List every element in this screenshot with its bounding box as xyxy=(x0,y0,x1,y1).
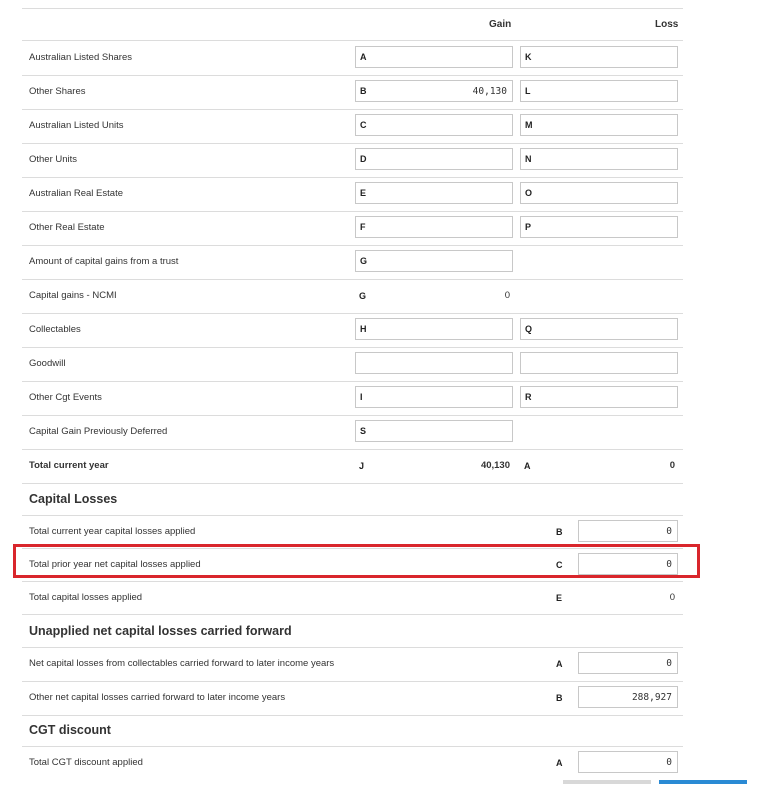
field-letter: F xyxy=(360,222,366,232)
field-letter: L xyxy=(525,86,531,96)
highlight-box xyxy=(13,544,700,578)
row-label: Other net capital losses carried forward to later income years xyxy=(29,692,286,703)
gain-input[interactable] xyxy=(355,318,513,340)
field-letter: M xyxy=(525,120,533,130)
footer-button-secondary[interactable] xyxy=(563,780,651,784)
gain-column-header: Gain xyxy=(489,19,512,30)
loss-input[interactable] xyxy=(520,46,678,68)
field-letter: H xyxy=(360,324,367,334)
field-letter: A xyxy=(524,461,531,471)
field-letter: O xyxy=(525,188,533,198)
gain-input[interactable] xyxy=(355,352,513,374)
loss-column-header: Loss xyxy=(655,19,679,30)
unapplied-other-input[interactable] xyxy=(578,686,678,708)
divider xyxy=(22,715,683,716)
row-label: Other Cgt Events xyxy=(29,392,102,403)
total-current-year-row xyxy=(22,449,683,483)
field-letter: A xyxy=(556,659,563,669)
unapplied-row-collectables xyxy=(22,647,683,681)
gain-input[interactable] xyxy=(355,80,513,102)
gain-input[interactable] xyxy=(355,386,513,408)
field-letter: I xyxy=(360,392,363,402)
row-label: Total current year capital losses applied xyxy=(29,526,196,537)
field-letter: J xyxy=(359,461,365,471)
footer-button-primary[interactable] xyxy=(659,780,747,784)
row-label: Other Units xyxy=(29,154,78,165)
row-label: Australian Listed Units xyxy=(29,120,124,131)
field-value: 0 xyxy=(666,757,672,768)
gain-input[interactable] xyxy=(355,420,513,442)
gain-row-collectables xyxy=(22,313,683,347)
field-letter: A xyxy=(360,52,367,62)
row-label: Capital Gain Previously Deferred xyxy=(29,426,168,437)
field-letter: G xyxy=(359,291,367,301)
row-label: Collectables xyxy=(29,324,81,335)
field-letter: B xyxy=(556,693,563,703)
field-letter: S xyxy=(360,426,367,436)
loss-input[interactable] xyxy=(520,352,678,374)
field-letter: B xyxy=(360,86,367,96)
field-letter: C xyxy=(360,120,367,130)
capital-losses-input[interactable] xyxy=(578,520,678,542)
total-gain-value: 40,130 xyxy=(480,460,510,471)
row-label: Goodwill xyxy=(29,358,66,369)
total-loss-value: 0 xyxy=(669,460,675,471)
gain-row-other-real-estate xyxy=(22,211,683,245)
row-label: Total CGT discount applied xyxy=(29,757,143,768)
row-label: Capital gains - NCMI xyxy=(29,290,117,301)
gain-input[interactable] xyxy=(355,114,513,136)
gain-row-other-shares xyxy=(22,75,683,109)
gain-row-other-units xyxy=(22,143,683,177)
gain-input[interactable] xyxy=(355,46,513,68)
capital-gains-form xyxy=(22,8,683,798)
field-letter: A xyxy=(556,758,563,768)
loss-input[interactable] xyxy=(520,182,678,204)
field-letter: R xyxy=(525,392,532,402)
field-value: 288,927 xyxy=(631,692,672,703)
gain-input[interactable] xyxy=(355,250,513,272)
field-letter: G xyxy=(360,256,368,266)
field-value: 0 xyxy=(666,658,672,669)
loss-input[interactable] xyxy=(520,318,678,340)
field-letter: C xyxy=(556,560,563,570)
gain-row-australian-listed-units xyxy=(22,109,683,143)
row-label: Other Real Estate xyxy=(29,222,105,233)
field-value: 0 xyxy=(504,290,510,301)
field-letter: E xyxy=(360,188,367,198)
row-label: Australian Listed Shares xyxy=(29,52,132,63)
unapplied-collectables-input[interactable] xyxy=(578,652,678,674)
gain-row-ncmi xyxy=(22,279,683,313)
gain-input[interactable] xyxy=(355,182,513,204)
row-label: Australian Real Estate xyxy=(29,188,123,199)
loss-input[interactable] xyxy=(520,114,678,136)
gain-row-goodwill xyxy=(22,347,683,381)
field-letter: N xyxy=(525,154,532,164)
row-label: Amount of capital gains from a trust xyxy=(29,256,179,267)
field-letter: E xyxy=(556,593,563,603)
cgt-discount-row xyxy=(22,746,683,780)
loss-input[interactable] xyxy=(520,148,678,170)
row-label: Total capital losses applied xyxy=(29,592,143,603)
row-label: Other Shares xyxy=(29,86,86,97)
loss-input[interactable] xyxy=(520,80,678,102)
field-value: 0 xyxy=(666,526,672,537)
cgt-discount-input[interactable] xyxy=(578,751,678,773)
field-value: 40,130 xyxy=(472,86,507,97)
field-letter: Q xyxy=(525,324,533,334)
gain-row-australian-real-estate xyxy=(22,177,683,211)
row-label: Total current year xyxy=(29,460,109,471)
gain-row-australian-listed-shares xyxy=(22,41,683,75)
gain-row-trust-capital-gains xyxy=(22,245,683,279)
divider xyxy=(22,614,683,615)
field-letter: K xyxy=(525,52,532,62)
section-title-unapplied-losses: Unapplied net capital losses carried forward xyxy=(29,624,292,638)
gain-input[interactable] xyxy=(355,216,513,238)
capital-losses-row-total xyxy=(22,581,683,615)
field-letter: B xyxy=(556,527,563,537)
gain-row-other-cgt-events xyxy=(22,381,683,415)
gain-row-previously-deferred xyxy=(22,415,683,449)
divider xyxy=(22,483,683,484)
gain-input[interactable] xyxy=(355,148,513,170)
loss-input[interactable] xyxy=(520,216,678,238)
row-label: Total prior year net capital losses applied xyxy=(29,559,201,570)
field-letter: D xyxy=(360,154,367,164)
field-letter: P xyxy=(525,222,532,232)
field-value: 0 xyxy=(669,592,675,603)
row-label: Net capital losses from collectables carried forward to later income years xyxy=(29,658,335,669)
loss-input[interactable] xyxy=(520,386,678,408)
section-title-capital-losses: Capital Losses xyxy=(29,492,118,506)
unapplied-row-other xyxy=(22,681,683,715)
divider xyxy=(22,8,683,9)
section-title-cgt-discount: CGT discount xyxy=(29,723,111,737)
field-value: 0 xyxy=(666,559,672,570)
